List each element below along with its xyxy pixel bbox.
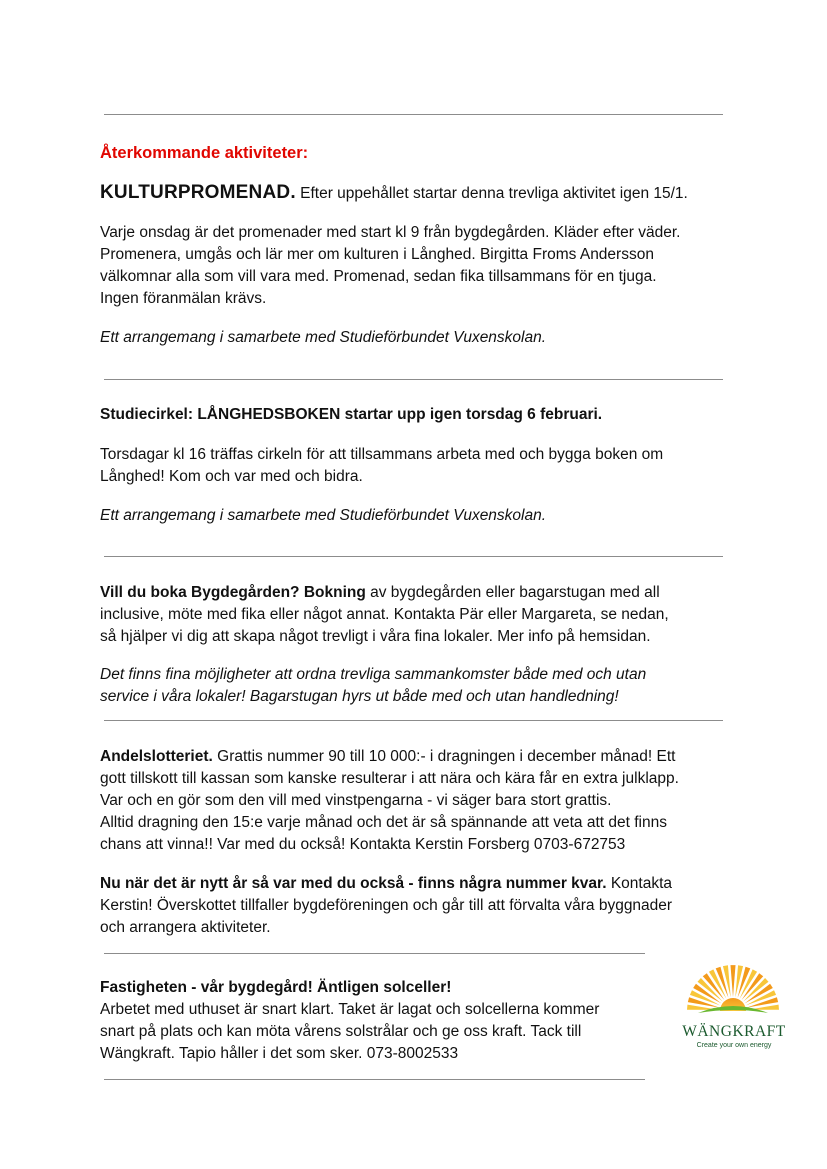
logo-tagline: Create your own energy [696,1042,772,1049]
sun-rays [687,965,779,1011]
text-line: välkomnar alla som vill vara med. Promenad, sedan fika tillsammans för en tjuga. [100,268,657,285]
text-line: Det finns fina möjligheter att ordna trevliga sammankomster både med och utan [100,666,647,683]
booking-note [100,664,740,708]
text-line: Arbetet med uthuset är snart klart. Taket är lagat och solcellerna kommer [100,1001,600,1018]
kultur-title: KULTURPROMENAD. [100,182,296,203]
kultur-note: Ett arrangemang i samarbete med Studieförbundet Vuxenskolan. [100,329,547,346]
kultur-title-line [100,182,740,205]
studiecirkel-body [100,444,740,488]
text-line: och arrangera aktiviteter. [100,919,271,936]
property-body [100,977,660,1065]
booking-body [100,582,740,648]
divider [104,720,723,721]
text-line: chans att vinna!! Var med du också! Kontakta Kerstin Forsberg 0703-672753 [100,836,626,853]
lottery-p2-bold: Nu när det är nytt år så var med du också - finns några nummer kvar. [100,875,607,892]
text-line: Varje onsdag är det promenader med start kl 9 från bygdegården. Kläder efter väder. [100,224,681,241]
divider [104,379,723,380]
studiecirkel-title: Studiecirkel: LÅNGHEDSBOKEN startar upp igen torsdag 6 februari. [100,406,603,423]
text-line: Kerstin! Överskottet tillfaller bygdeföreningen och går till att förvalta våra byggnader [100,897,673,914]
divider [104,556,723,557]
text-line: inclusive, möte med fika eller något annat. Kontakta Pär eller Margareta, se nedan, [100,606,669,623]
text-line: Wängkraft. Tapio håller i det som sker. 073-8002533 [100,1045,459,1062]
lottery-p2 [100,873,740,939]
lottery-bold: Andelslotteriet. [100,748,213,765]
kultur-intro: Efter uppehållet startar denna trevliga aktivitet igen 15/1. [295,185,688,202]
text-line: Torsdagar kl 16 träffas cirkeln för att tillsammans arbeta med och bygga boken om [100,446,664,463]
sun-logo-icon [676,955,796,1055]
property-title: Fastigheten - vår bygdegård! Äntligen solceller! [100,979,452,996]
text-line: Ingen föranmälan krävs. [100,290,267,307]
text-line: Alltid dragning den 15:e varje månad och det är så spännande att veta att det finns [100,814,667,831]
section-heading: Återkommande aktiviteter: [100,144,309,162]
wangkraft-logo [676,955,796,1055]
divider [104,1079,645,1080]
kultur-body [100,222,740,310]
lottery-body [100,746,740,856]
text-line: snart på plats och kan möta vårens solstrålar och ge oss kraft. Tack till [100,1023,582,1040]
text-line: av bygdegården eller bagarstugan med all [365,584,660,601]
text-line: Långhed! Kom och var med och bidra. [100,468,363,485]
divider [104,953,645,954]
text-line: Kontakta [606,875,673,892]
grass-arc [698,1006,768,1013]
logo-name: WÄNGKRAFT [682,1023,786,1040]
studiecirkel-note: Ett arrangemang i samarbete med Studieförbundet Vuxenskolan. [100,507,547,524]
text-line: så hjälper vi dig att skapa något trevligt i våra fina lokaler. Mer info på hemsidan. [100,628,651,645]
text-line: Var och en gör som den vill med vinstpengarna - vi säger bara stort grattis. [100,792,612,809]
text-line: Promenera, umgås och lär mer om kulturen i Långhed. Birgitta Froms Andersson [100,246,654,263]
text-line: Grattis nummer 90 till 10 000:- i dragningen i december månad! Ett [212,748,676,765]
text-line: service i våra lokaler! Bagarstugan hyrs ut både med och utan handledning! [100,688,619,705]
divider [104,114,723,115]
sun-ray [730,965,735,997]
booking-bold: Vill du boka Bygdegården? Bokning [100,584,366,601]
text-line: gott tillskott till kassan som kanske resulterar i att nära och kära får en extra julklapp. [100,770,679,787]
